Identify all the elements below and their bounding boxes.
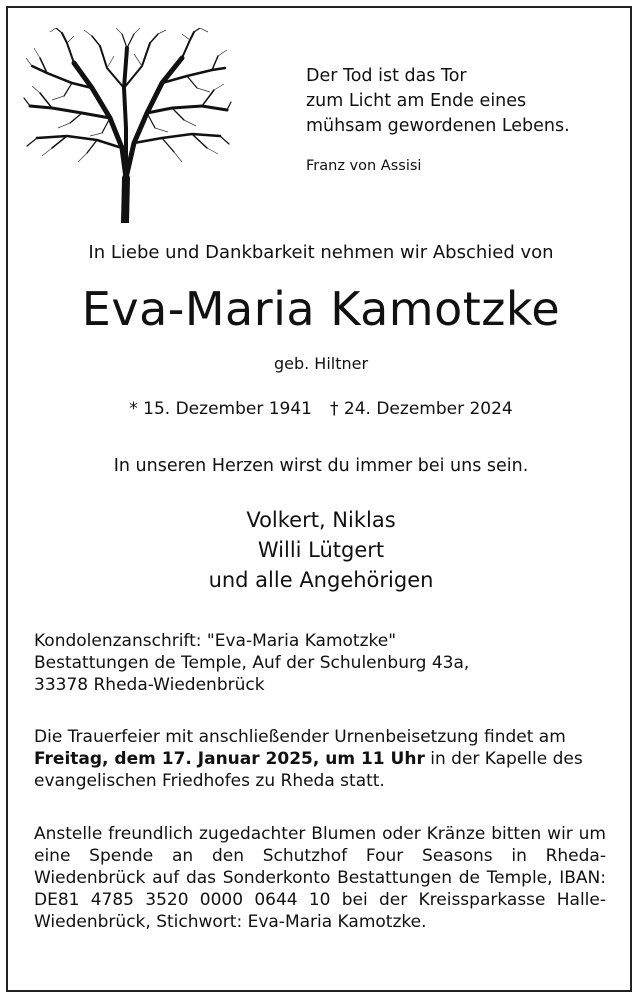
- deceased-name: Eva-Maria Kamotzke: [81, 282, 561, 336]
- birth-date: * 15. Dezember 1941: [129, 399, 312, 419]
- address-line: Kondolenzanschrift: "Eva-Maria Kamotzke": [34, 631, 397, 651]
- ceremony-date: Freitag, dem 17. Januar 2025, um 11 Uhr: [34, 749, 425, 769]
- address-line: 33378 Rheda-Wiedenbrück: [34, 675, 265, 695]
- quote-line: zum Licht am Ende eines: [306, 91, 527, 111]
- condolence-address: [34, 630, 606, 696]
- birth-name: geb. Hiltner: [273, 354, 369, 373]
- ceremony-info: [34, 726, 606, 792]
- quote-line: Der Tod ist das Tor: [306, 66, 467, 86]
- motto: In unseren Herzen wirst du immer bei uns sein.: [113, 456, 529, 476]
- ceremony-text: Die Trauerfeier mit anschließender Urnenbeisetzung findet am: [34, 727, 566, 747]
- life-dates: [0, 399, 642, 419]
- death-date: † 24. Dezember 2024: [330, 399, 513, 419]
- mourner-line: und alle Angehörigen: [208, 568, 434, 592]
- mourner-line: Volkert, Niklas: [246, 508, 396, 532]
- ceremony-text: in der Kapelle des evangelischen Friedhofes zu Rheda statt.: [34, 749, 583, 791]
- donation-info: Anstelle freundlich zugedachter Blumen oder Kränze bitten wir um eine Spende an den Schutzhof Four Seasons in Rheda-Wiedenbrück auf das Sonderkonto Bestattungen de Temple, IBAN: DE81 4785 3520 0000 0644 10 bei der Kreissparkasse Halle-Wiedenbrück, Stichwort: Eva-Maria Kamotzke.: [34, 824, 606, 932]
- bare-tree-illustration: [22, 28, 232, 223]
- address-line: Bestattungen de Temple, Auf der Schulenburg 43a,: [34, 653, 470, 673]
- mourners: [0, 505, 642, 595]
- mourner-line: Willi Lütgert: [257, 538, 385, 562]
- quote: [306, 64, 570, 139]
- quote-author: Franz von Assisi: [306, 158, 422, 174]
- intro-text: In Liebe und Dankbarkeit nehmen wir Abschied von: [88, 242, 554, 263]
- quote-line: mühsam gewordenen Lebens.: [306, 116, 570, 136]
